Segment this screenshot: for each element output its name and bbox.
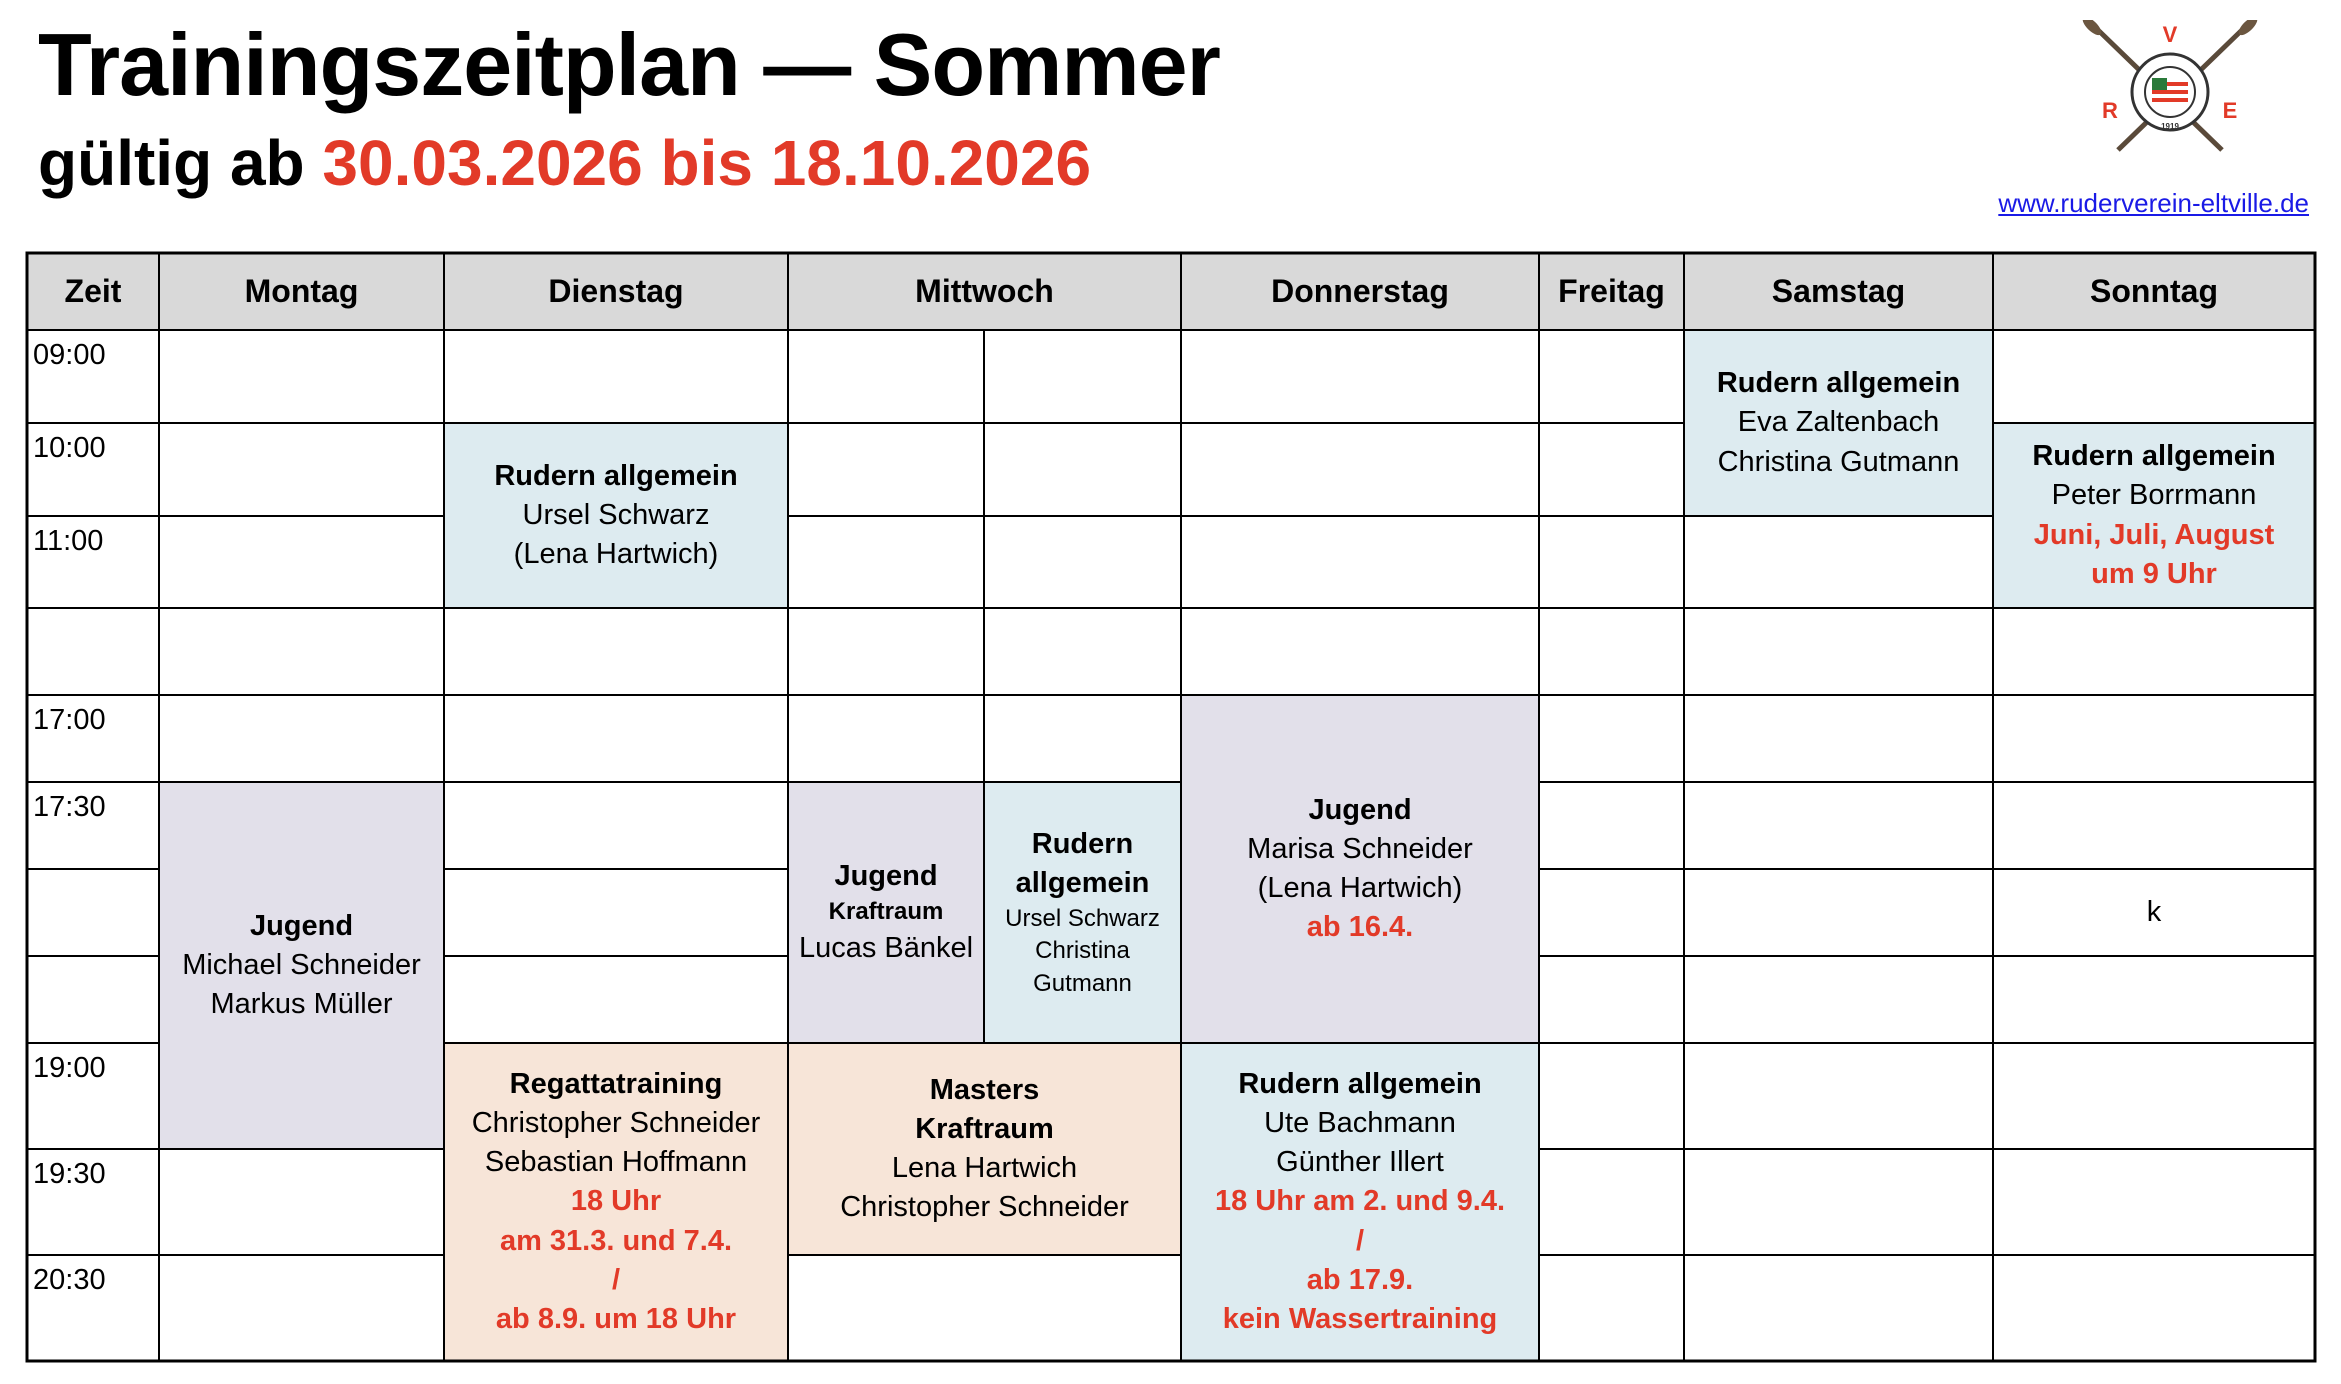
time-cell	[27, 956, 159, 1043]
time-cell: 10:00	[33, 432, 106, 464]
logo-letter-r: R	[2102, 98, 2118, 123]
event-location: Kraftraum	[828, 898, 944, 926]
event-note: am 31.3. und 7.4.	[499, 1224, 733, 1257]
event-sonntag-rudern	[1993, 423, 2315, 608]
logo-letter-e: E	[2222, 98, 2238, 123]
time-cell: 11:00	[33, 525, 104, 557]
event-note: kein Wassertraining	[1222, 1302, 1498, 1335]
event-trainer: Marisa Schneider	[1247, 832, 1473, 865]
event-donnerstag-rudern	[1181, 1043, 1539, 1361]
time-cell: 19:00	[33, 1052, 106, 1084]
event-title: Kraftraum	[915, 1112, 1054, 1145]
event-trainer: Günther Illert	[1276, 1146, 1444, 1179]
header-samstag: Samstag	[1684, 253, 1993, 330]
event-title: Regattatraining	[509, 1068, 723, 1100]
event-montag-jugend	[159, 782, 444, 1149]
header-mittwoch: Mittwoch	[788, 253, 1181, 330]
event-mittwoch-jugend	[788, 782, 984, 1043]
website-link[interactable]: www.ruderverein-eltville.de	[1998, 188, 2309, 218]
time-cell: 20:30	[33, 1264, 106, 1296]
event-trainer: Christopher Schneider	[471, 1107, 761, 1140]
event-title: Jugend	[249, 909, 354, 942]
event-trainer: (Lena Hartwich)	[1257, 872, 1463, 904]
event-trainer: Sebastian Hoffmann	[484, 1146, 748, 1179]
event-title: Rudern allgemein	[1716, 367, 1961, 400]
page-title: Trainingszeitplan — Sommer	[38, 15, 1220, 114]
event-trainer: Ursel Schwarz	[1005, 905, 1160, 933]
event-title: Jugend	[1308, 793, 1412, 826]
event-title: Rudern allgemein	[2032, 440, 2276, 473]
header-dienstag: Dienstag	[444, 253, 788, 330]
event-trainer: Peter Borrmann	[2051, 479, 2257, 512]
header-zeit: Zeit	[27, 253, 159, 330]
event-donnerstag-jugend	[1181, 695, 1539, 1043]
event-dienstag-rudern	[444, 423, 788, 608]
time-cell: 09:00	[33, 339, 106, 371]
event-note: 18 Uhr am 2. und 9.4.	[1214, 1185, 1506, 1218]
validity-subtitle	[38, 126, 1091, 200]
event-title: Rudern allgemein	[1238, 1068, 1482, 1100]
event-trainer: Gutmann	[1033, 969, 1132, 997]
time-cell	[27, 869, 159, 956]
event-title: Rudern allgemein	[494, 459, 738, 492]
event-trainer: Markus Müller	[210, 988, 393, 1021]
logo-year: 1919	[2161, 122, 2179, 131]
sonntag-stray-text: k	[2146, 895, 2162, 928]
event-mittwoch-masters	[788, 1043, 1181, 1255]
event-trainer: Ute Bachmann	[1264, 1107, 1456, 1140]
event-note: ab 17.9.	[1306, 1263, 1414, 1296]
club-logo	[2080, 20, 2260, 160]
event-trainer: Ursel Schwarz	[522, 498, 710, 531]
time-cell: 17:00	[33, 704, 106, 736]
event-mittwoch-rudern	[984, 782, 1181, 1043]
event-note: ab 16.4.	[1306, 911, 1414, 944]
time-cell: 17:30	[33, 791, 106, 823]
event-title: Jugend	[834, 860, 938, 893]
header-montag: Montag	[159, 253, 444, 330]
event-title: allgemein	[1015, 866, 1150, 899]
header-freitag: Freitag	[1539, 253, 1684, 330]
event-trainer: Lena Hartwich	[891, 1152, 1078, 1184]
event-trainer: Christina Gutmann	[1717, 445, 1960, 478]
event-note: Juni, Juli, August	[2033, 518, 2275, 551]
event-note: /	[1355, 1224, 1365, 1257]
event-note: 18 Uhr	[570, 1185, 662, 1218]
event-title: Masters	[929, 1073, 1040, 1106]
event-trainer: Eva Zaltenbach	[1737, 406, 1940, 439]
event-note: /	[611, 1263, 621, 1296]
validity-dates: 30.03.2026 bis 18.10.2026	[322, 127, 1092, 199]
event-dienstag-regatta	[444, 1043, 788, 1361]
time-cell	[27, 608, 159, 695]
event-note: um 9 Uhr	[2091, 557, 2217, 590]
time-cell: 19:30	[33, 1158, 106, 1190]
header-sonntag: Sonntag	[1993, 253, 2315, 330]
event-title: Rudern	[1031, 827, 1134, 860]
event-trainer: Christina	[1035, 937, 1130, 965]
event-trainer: Michael Schneider	[182, 948, 421, 981]
event-trainer: Lucas Bänkel	[798, 931, 974, 964]
event-note: ab 8.9. um 18 Uhr	[495, 1302, 737, 1335]
event-trainer: (Lena Hartwich)	[513, 538, 719, 571]
event-trainer: Christopher Schneider	[840, 1191, 1129, 1224]
logo-letter-v: V	[2162, 22, 2178, 47]
event-samstag-rudern	[1684, 330, 1993, 516]
subtitle-prefix: gültig ab	[38, 127, 323, 199]
header-donnerstag: Donnerstag	[1181, 253, 1539, 330]
